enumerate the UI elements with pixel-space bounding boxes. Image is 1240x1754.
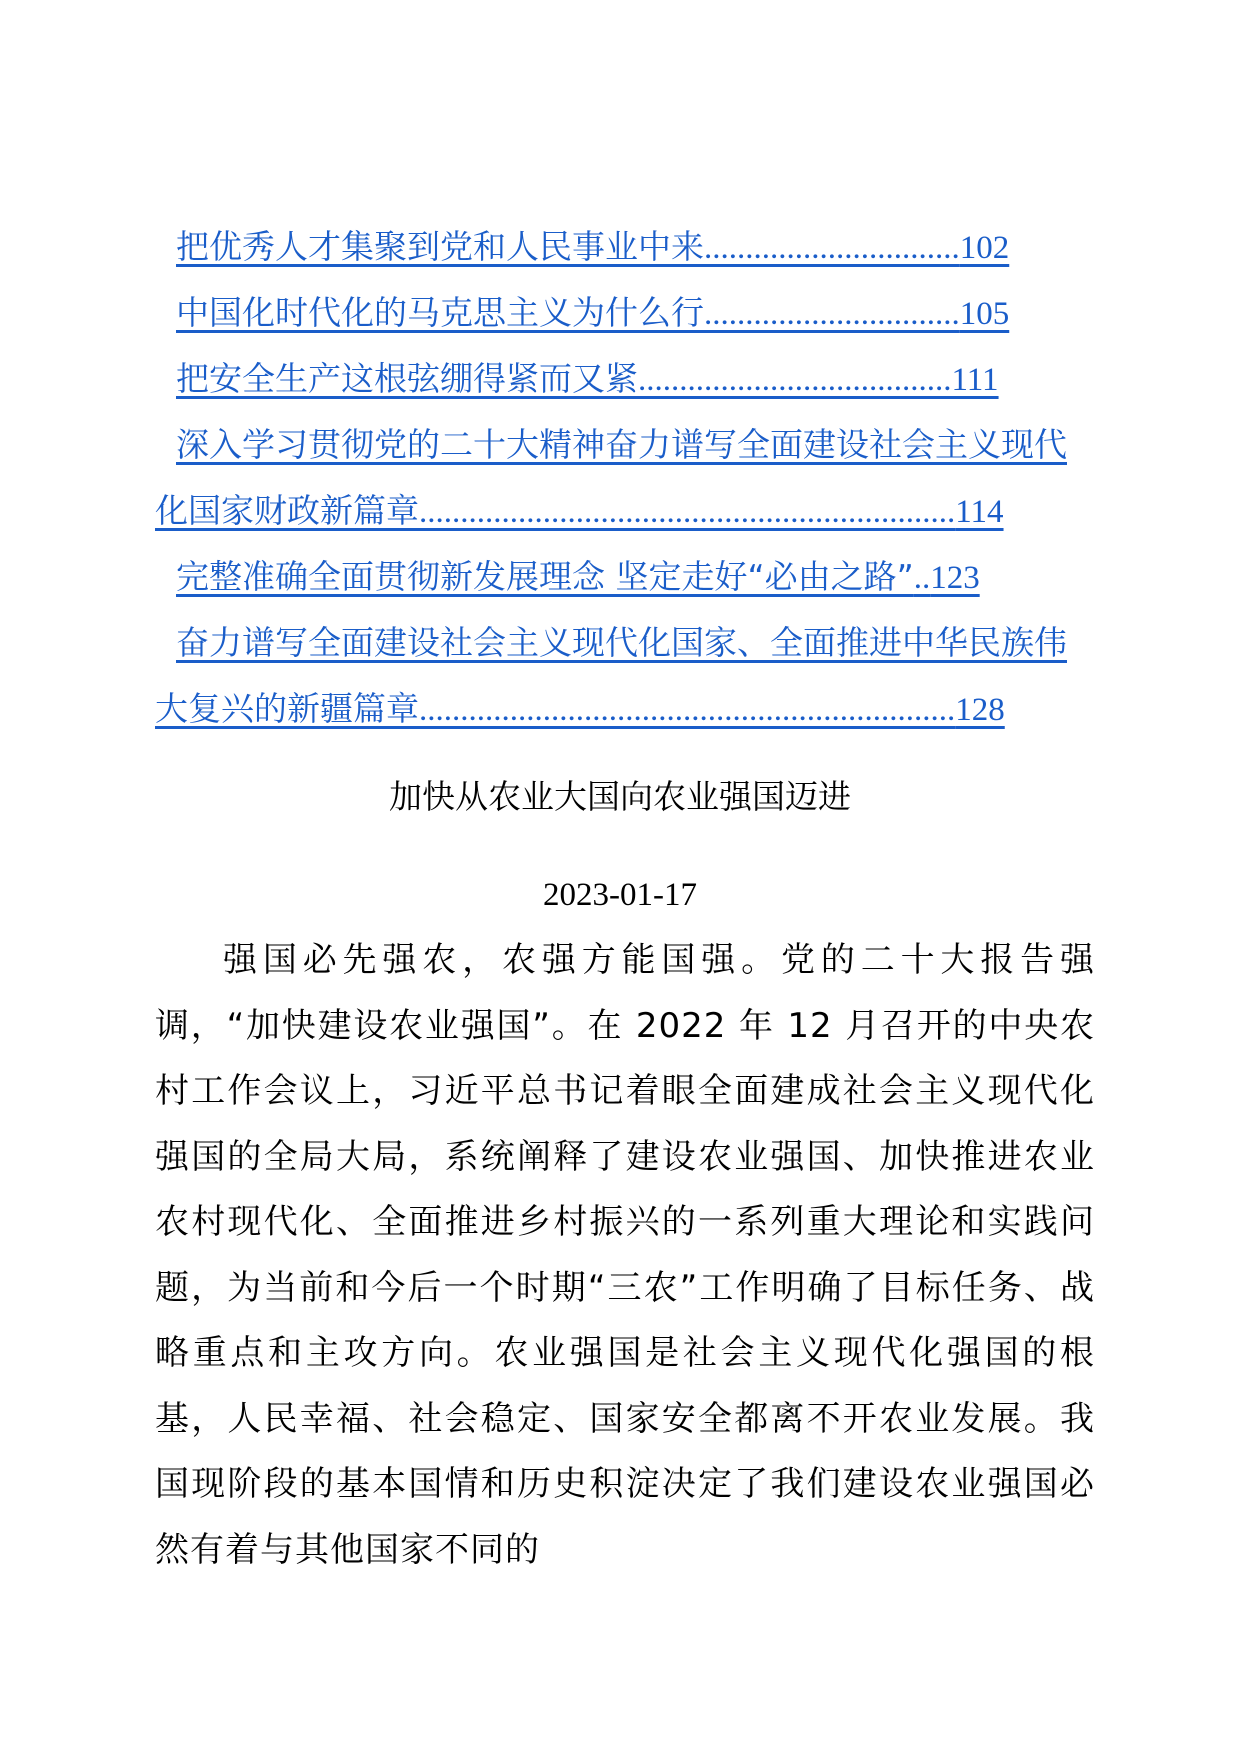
toc-entry-page[interactable]: 105 bbox=[959, 296, 1010, 332]
toc-entry-page[interactable]: 114 bbox=[955, 494, 1004, 530]
article-date: 2023-01-17 bbox=[543, 877, 697, 913]
toc-entry-page[interactable]: 111 bbox=[951, 362, 999, 398]
article-title: 加快从农业大国向农业强国迈进 bbox=[389, 777, 851, 816]
toc-entry[interactable] bbox=[155, 544, 1046, 610]
toc-entry[interactable] bbox=[155, 346, 1046, 412]
toc-entry-title[interactable]: 化国家财政新篇章 bbox=[155, 491, 419, 530]
toc-entry-leader[interactable]: ............................... bbox=[704, 296, 960, 332]
toc-entry-leader[interactable]: ................................................................. bbox=[419, 494, 956, 530]
toc-entry-page[interactable]: 123 bbox=[930, 560, 980, 596]
toc-entry-title[interactable]: 完整准确全面贯彻新发展理念 坚定走好“必由之路” bbox=[176, 557, 914, 596]
toc-entry-title[interactable]: 奋力谱写全面建设社会主义现代化国家、全面推进中华民族伟 bbox=[176, 623, 1067, 662]
toc-entry[interactable] bbox=[155, 610, 1116, 676]
article-paragraph: 强国必先强农，农强方能国强。党的二十大报告强调，“加快建设农业强国”。在 2022 年 12 月召开的中央农村工作会议上，习近平总书记着眼全面建成社会主义现代化强国的全局大局，系统阐释了建设农业强国、加快推进农业农村现代化、全面推进乡村振兴的一系列重大理论和实践问题，为当前和今后一个时期“三农”工作明确了目标任务、战略重点和主攻方向。农业强国是社会主义现代化强国的根基，人民幸福、社会稳定、国家安全都离不开农业发展。我国现阶段的基本国情和历史积淀决定了我们建设农业强国必然有着与其他国家不同的 bbox=[155, 940, 1095, 1570]
toc-entry-leader[interactable]: ................................................................. bbox=[419, 692, 956, 728]
toc-entry-title[interactable]: 把安全生产这根弦绷得紧而又紧 bbox=[176, 359, 638, 398]
toc-entry-leader[interactable]: ............................... bbox=[704, 230, 960, 266]
toc-entry-leader[interactable]: .. bbox=[913, 560, 931, 596]
toc-entry-page[interactable]: 102 bbox=[959, 230, 1010, 266]
toc-entry-title[interactable]: 深入学习贯彻党的二十大精神奋力谱写全面建设社会主义现代 bbox=[176, 425, 1067, 464]
table-of-contents bbox=[155, 214, 1095, 742]
toc-entry-title[interactable]: 大复兴的新疆篇章 bbox=[155, 689, 419, 728]
toc-entry-page[interactable]: 128 bbox=[955, 692, 1005, 728]
toc-entry-leader[interactable]: ...................................... bbox=[638, 362, 952, 398]
toc-entry[interactable] bbox=[155, 280, 1046, 346]
toc-entry-title[interactable]: 中国化时代化的马克思主义为什么行 bbox=[176, 293, 704, 332]
toc-entry[interactable] bbox=[155, 214, 1046, 280]
toc-entry-continuation[interactable] bbox=[155, 478, 1025, 544]
toc-entry[interactable] bbox=[155, 412, 1116, 478]
toc-entry-continuation[interactable] bbox=[155, 676, 1025, 742]
toc-entry-title[interactable]: 把优秀人才集聚到党和人民事业中来 bbox=[176, 227, 704, 266]
